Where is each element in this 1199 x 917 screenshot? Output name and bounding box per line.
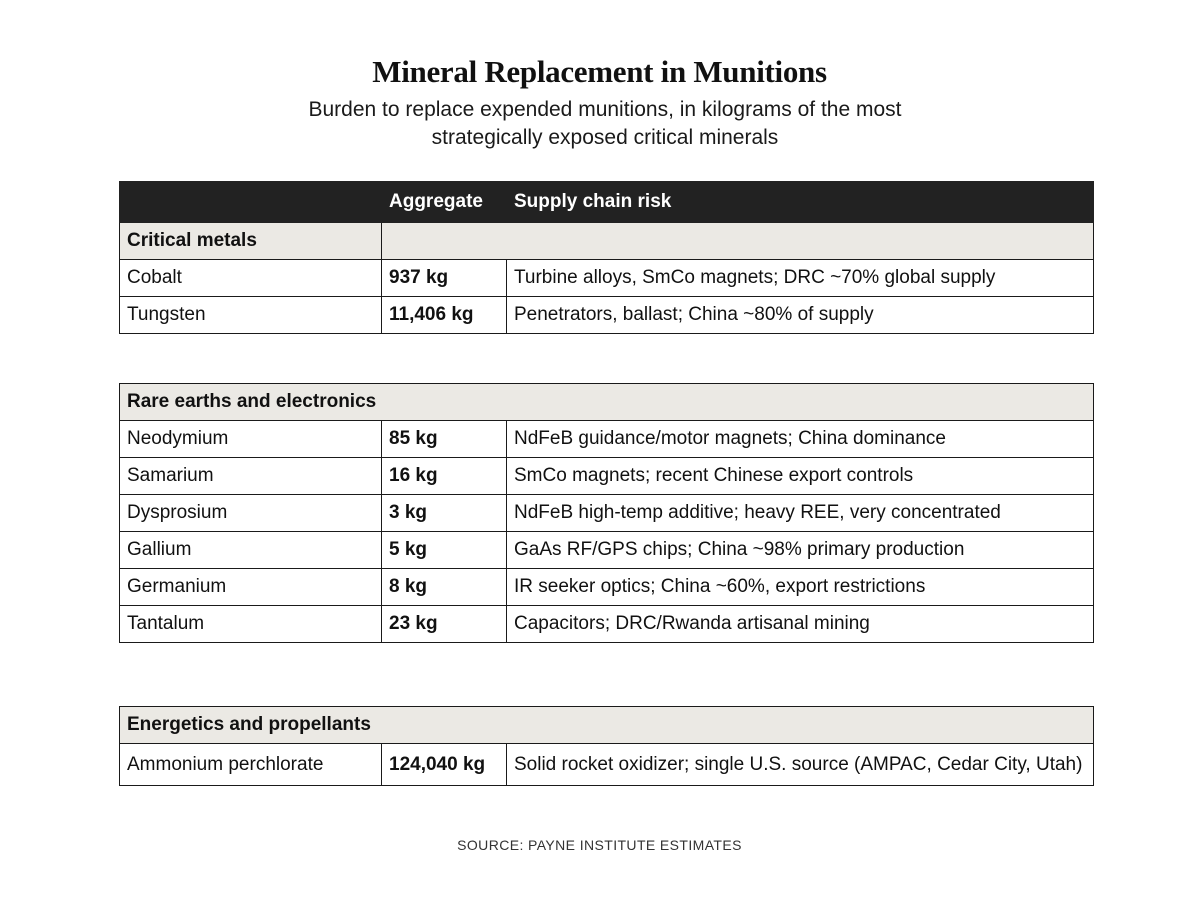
column-header-aggregate: Aggregate [382,182,507,223]
section-fill [382,384,1094,421]
table-row [120,260,1094,297]
aggregate-value: 8 kg [382,569,507,606]
supply-risk: GaAs RF/GPS chips; China ~98% primary production [507,532,1094,569]
section-label: Critical metals [120,223,382,260]
supply-risk: Penetrators, ballast; China ~80% of supply [507,297,1094,334]
table-row [120,297,1094,334]
mineral-name: Tungsten [120,297,382,334]
section-label: Rare earths and electronics [120,384,382,421]
aggregate-value: 11,406 kg [382,297,507,334]
aggregate-value: 937 kg [382,260,507,297]
table-row [120,744,1094,786]
mineral-name: Dysprosium [120,495,382,532]
aggregate-value: 85 kg [382,421,507,458]
table-rare-earths [119,383,1094,643]
aggregate-value: 3 kg [382,495,507,532]
section-row [120,707,1094,744]
mineral-name: Germanium [120,569,382,606]
mineral-name: Neodymium [120,421,382,458]
header-row [120,182,1094,223]
table-row [120,606,1094,643]
aggregate-value: 16 kg [382,458,507,495]
supply-risk: Capacitors; DRC/Rwanda artisanal mining [507,606,1094,643]
supply-risk: NdFeB guidance/motor magnets; China dominance [507,421,1094,458]
supply-risk: IR seeker optics; China ~60%, export restrictions [507,569,1094,606]
supply-risk: Turbine alloys, SmCo magnets; DRC ~70% global supply [507,260,1094,297]
supply-risk: SmCo magnets; recent Chinese export controls [507,458,1094,495]
section-label: Energetics and propellants [120,707,382,744]
table-row [120,495,1094,532]
mineral-name: Ammonium perchlorate [120,744,382,786]
aggregate-value: 23 kg [382,606,507,643]
table-row [120,421,1094,458]
section-fill [382,707,1094,744]
table-row [120,458,1094,495]
mineral-name: Cobalt [120,260,382,297]
table-energetics [119,706,1094,786]
table-row [120,532,1094,569]
mineral-name: Tantalum [120,606,382,643]
table-row [120,569,1094,606]
chart-subtitle: Burden to replace expended munitions, in kilograms of the most strategically exposed critical minerals [308,98,902,149]
aggregate-value: 5 kg [382,532,507,569]
column-header-risk: Supply chain risk [507,182,1094,223]
mineral-name: Gallium [120,532,382,569]
supply-risk: Solid rocket oxidizer; single U.S. source (AMPAC, Cedar City, Utah) [507,744,1094,786]
source-note: SOURCE: PAYNE INSTITUTE ESTIMATES [457,837,742,853]
section-row [120,223,1094,260]
section-row [120,384,1094,421]
section-fill [382,223,1094,260]
aggregate-value: 124,040 kg [382,744,507,786]
chart-title: Mineral Replacement in Munitions [372,54,827,89]
column-header-mineral [120,182,382,223]
mineral-name: Samarium [120,458,382,495]
table-critical-metals [119,181,1094,334]
supply-risk: NdFeB high-temp additive; heavy REE, very concentrated [507,495,1094,532]
